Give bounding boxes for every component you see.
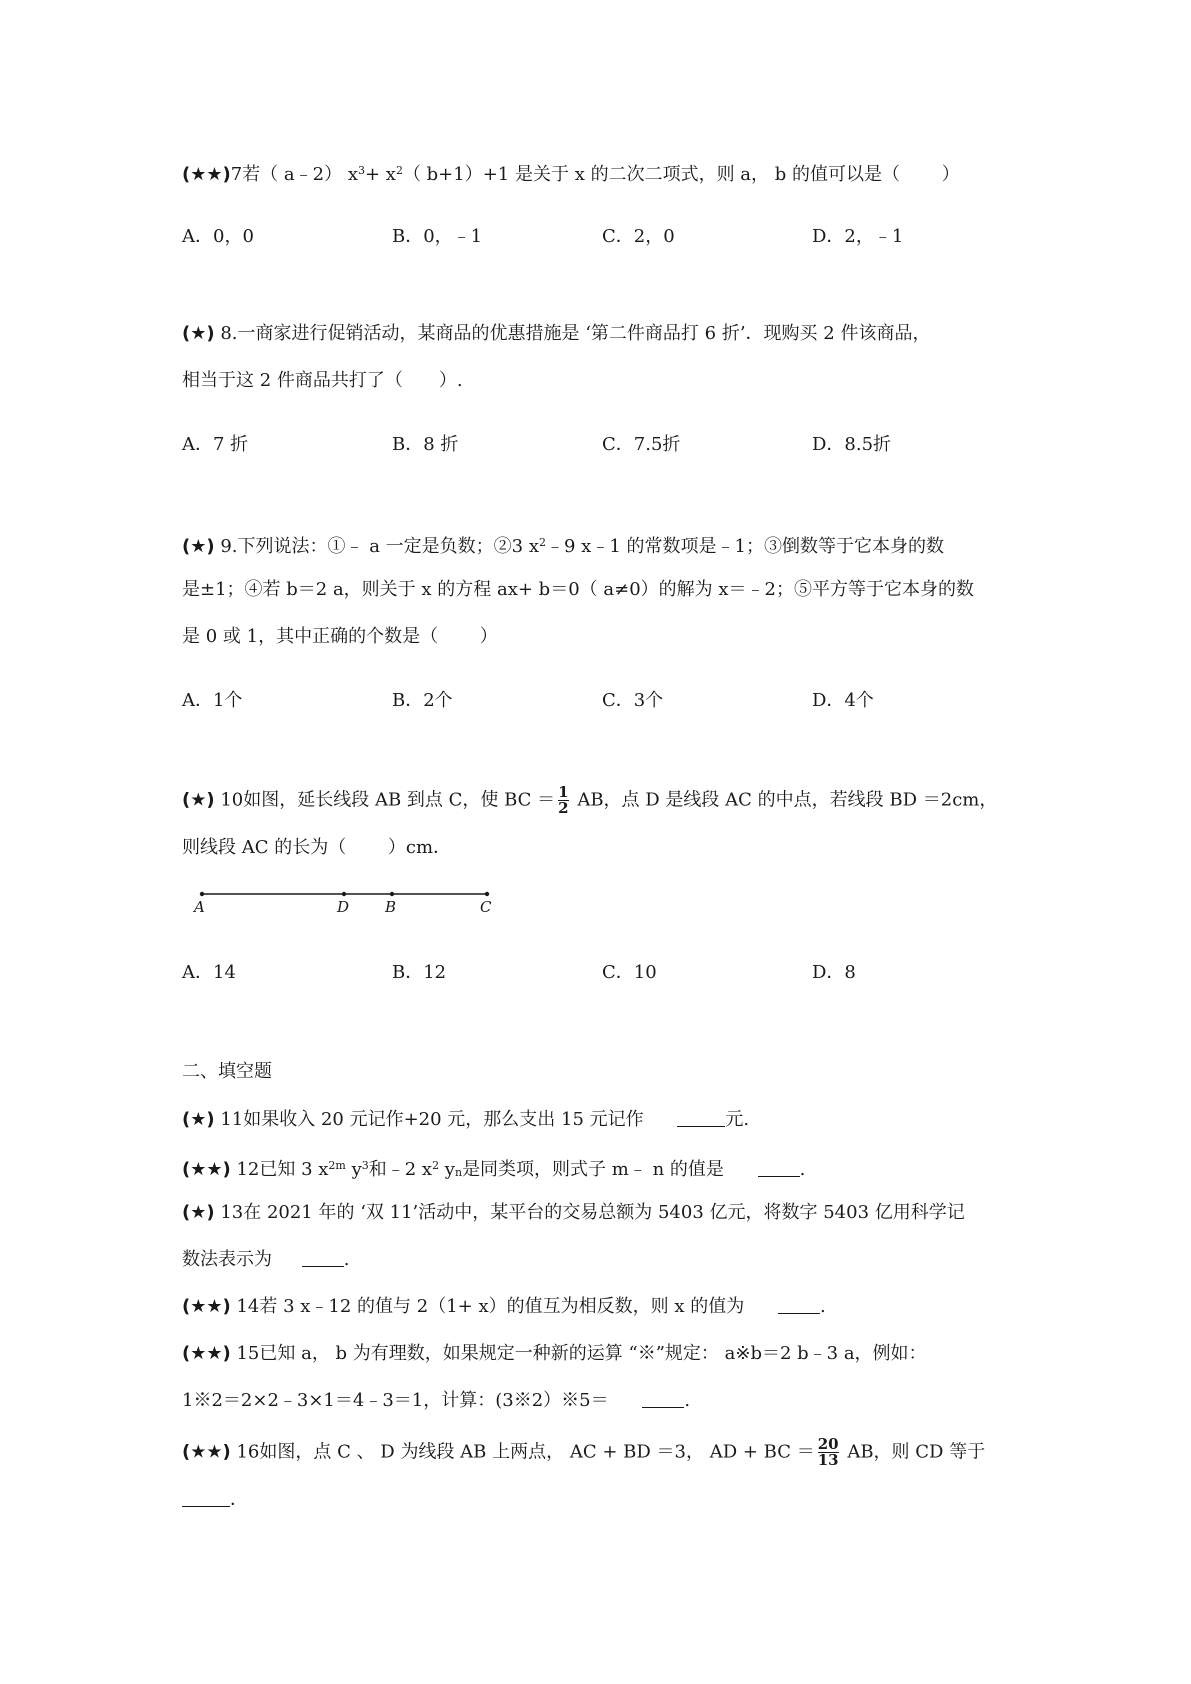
section-title-fill-in: 二、填空题	[182, 1061, 272, 1082]
q9-stars: (★)	[182, 536, 215, 557]
q13-stars: (★)	[182, 1202, 215, 1223]
q14-stars: (★★)	[182, 1296, 231, 1317]
q12-stem: (★★) 12已知 3 $x^{2m}$ $y^3$和﹣2 $x^2$ $y_n$是同类项，则式子 m﹣ n 的值是 .	[182, 1159, 806, 1180]
q7-option-a: A．0，0	[182, 226, 254, 247]
q10-segment-figure	[190, 880, 510, 916]
q14-answer-blank	[778, 1295, 820, 1314]
q10-stem-line2: 则线段 AC 的长为（ ）cm．	[182, 837, 452, 858]
q10-option-a: A．14	[182, 962, 236, 983]
q7-option-b: B．0，﹣1	[392, 226, 483, 247]
q9-option-c: C．3个	[602, 690, 664, 711]
q16-stem-line1: (★★) 16如图，点 C 、 D 为线段 AB 上两点， AC + BD ＝3， AD + BC ＝ $\frac{20}{13}$ AB，则 CD 等于	[182, 1435, 986, 1469]
q9-option-d: D．4个	[812, 690, 874, 711]
q7-option-c: C．2，0	[602, 226, 675, 247]
q9-stem-line2: 是±1；④若 b＝2 a，则关于 x 的方程 ax+ b＝0（ a≠0）的解为 x＝﹣2；⑤平方等于它本身的数	[182, 579, 974, 600]
q8-stem-line2: 相当于这 2 件商品共打了（ ）.	[182, 370, 463, 391]
q12-stars: (★★)	[182, 1159, 231, 1180]
point-d-label: D	[337, 898, 350, 916]
q8-option-b: B．8 折	[392, 434, 459, 455]
q10-option-c: C．10	[602, 962, 657, 983]
point-b-label: B	[385, 898, 397, 916]
q13-stem-line2: 数法表示为 .	[182, 1249, 350, 1270]
q7-option-d: D．2，﹣1	[812, 226, 904, 247]
q8-stars: (★)	[182, 323, 215, 344]
q13-stem-line1: (★) 13在 2021 年的 ‘双 11’活动中，某平台的交易总额为 5403 亿元，将数字 5403 亿用科学记	[182, 1202, 965, 1223]
q16-answer-blank	[182, 1488, 230, 1507]
q8-option-d: D．8.5折	[812, 434, 892, 455]
q15-answer-blank	[642, 1389, 684, 1408]
q10-fraction: $\frac{1}{2}$	[558, 783, 569, 817]
q16-stars: (★★)	[182, 1441, 231, 1463]
q10-stars: (★)	[182, 789, 215, 811]
q14-stem: (★★) 14若 3 x﹣12 的值与 2（1+ x）的值互为相反数，则 x 的值为 .	[182, 1296, 826, 1317]
point-a-label: A	[194, 898, 205, 916]
q13-answer-blank	[302, 1248, 344, 1267]
q9-stem-line1: (★) 9.下列说法：①﹣ a 一定是负数；②3 $x^2﹣9$ x﹣1 的常数项是﹣1；③倒数等于它本身的数	[182, 536, 944, 557]
point-a-dot	[200, 892, 204, 896]
q9-stem-line3: 是 0 或 1，其中正确的个数是（ ）	[182, 626, 498, 647]
point-c-dot	[485, 892, 489, 896]
q8-option-c: C．7.5折	[602, 434, 681, 455]
q11-answer-blank	[677, 1108, 725, 1127]
q10-stem-line1: (★) 10如图，延长线段 AB 到点 C，使 BC ＝ $\frac{1}{2}$ AB，点 D 是线段 AC 的中点，若线段 BD ＝2cm，	[182, 783, 998, 817]
q8-option-a: A．7 折	[182, 434, 249, 455]
q9-option-a: A．1个	[182, 690, 243, 711]
q7-stars: (★★)	[182, 164, 231, 185]
q7-stem: (★★)7若（ a﹣2） $x^3+ x^2$（ b+1）+1 是关于 x 的二次二项式，则 a， b 的值可以是（ ）	[182, 164, 960, 185]
q15-stem-line1: (★★) 15已知 a， b 为有理数，如果规定一种新的运算 “※”规定： a※b＝2 b﹣3 a，例如：	[182, 1343, 927, 1364]
point-d-dot	[342, 892, 346, 896]
q10-option-d: D．8	[812, 962, 856, 983]
point-b-dot	[390, 892, 394, 896]
q16-stem-line2: ．	[182, 1487, 248, 1513]
q15-stem-line2: 1※2＝2×2﹣3×1＝4﹣3＝1，计算：(3※2）※5＝ .	[182, 1390, 691, 1411]
q16-fraction: $\frac{20}{13}$	[817, 1435, 839, 1469]
q15-stars: (★★)	[182, 1343, 231, 1364]
q11-stars: (★)	[182, 1109, 215, 1130]
q10-option-b: B．12	[392, 962, 447, 983]
point-c-label: C	[480, 898, 492, 916]
q11-stem: (★) 11如果收入 20 元记作+20 元，那么支出 15 元记作 元.	[182, 1109, 750, 1130]
q9-option-b: B．2个	[392, 690, 453, 711]
q12-answer-blank	[758, 1158, 800, 1177]
q8-stem-line1: (★) 8.一商家进行促销活动，某商品的优惠措施是 ‘第二件商品打 6 折’．现购买 2 件该商品，	[182, 323, 931, 344]
